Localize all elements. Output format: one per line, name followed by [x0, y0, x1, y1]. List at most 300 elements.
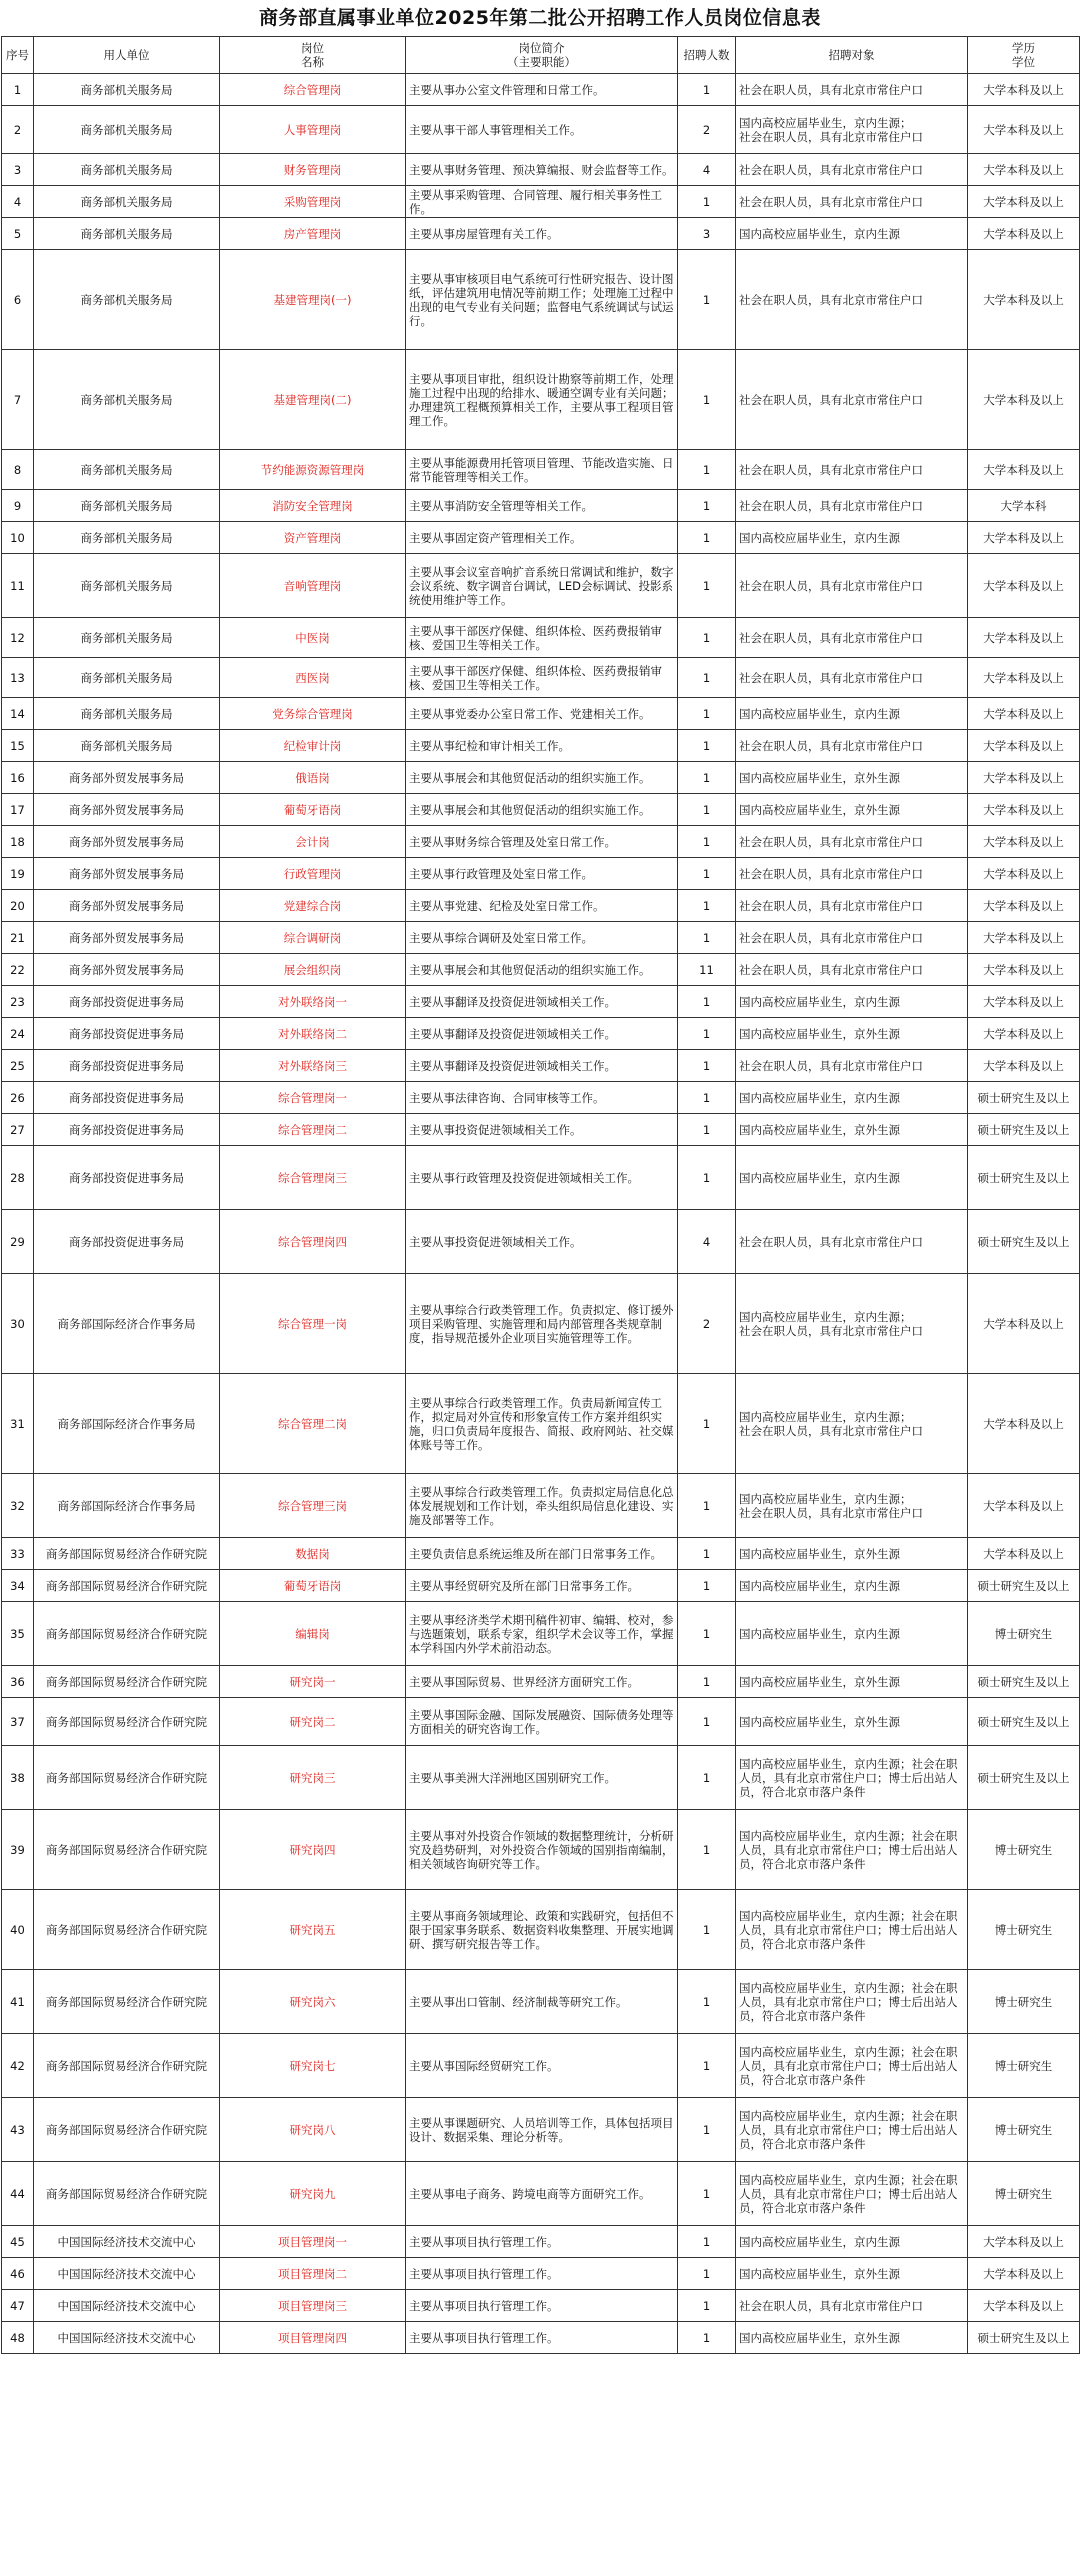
cell-count: 1	[678, 2322, 736, 2354]
cell-position: 研究岗五	[220, 1890, 406, 1970]
cell-count: 1	[678, 74, 736, 106]
table-row	[2, 794, 1080, 826]
cell-count: 1	[678, 450, 736, 490]
cell-count: 1	[678, 1146, 736, 1210]
cell-duty: 主要从事课题研究、人员培训等工作，具体包括项目设计、数据采集、理论分析等。	[406, 2098, 678, 2162]
cell-seq: 8	[2, 450, 34, 490]
cell-duty: 主要从事党委办公室日常工作、党建相关工作。	[406, 698, 678, 730]
cell-seq: 4	[2, 186, 34, 218]
cell-count: 1	[678, 2034, 736, 2098]
cell-duty: 主要从事房屋管理有关工作。	[406, 218, 678, 250]
cell-count: 1	[678, 554, 736, 618]
cell-position: 研究岗四	[220, 1810, 406, 1890]
table-row	[2, 186, 1080, 218]
cell-target: 国内高校应届毕业生，京外生源	[736, 1698, 968, 1746]
cell-position: 项目管理岗一	[220, 2226, 406, 2258]
cell-duty: 主要从事项目执行管理工作。	[406, 2258, 678, 2290]
cell-count: 1	[678, 762, 736, 794]
cell-edu: 博士研究生	[968, 2162, 1080, 2226]
cell-unit: 商务部投资促进事务局	[34, 1018, 220, 1050]
cell-seq: 46	[2, 2258, 34, 2290]
cell-position: 对外联络岗三	[220, 1050, 406, 1082]
cell-seq: 13	[2, 658, 34, 698]
cell-duty: 主要从事翻译及投资促进领域相关工作。	[406, 986, 678, 1018]
cell-edu: 大学本科及以上	[968, 1538, 1080, 1570]
cell-duty: 主要从事审核项目电气系统可行性研究报告、设计图纸，评估建筑用电情况等前期工作；处理施工过程中出现的电气专业有关问题；监督电气系统调试与试运行。	[406, 250, 678, 350]
cell-unit: 商务部投资促进事务局	[34, 1114, 220, 1146]
cell-unit: 商务部外贸发展事务局	[34, 954, 220, 986]
cell-unit: 商务部投资促进事务局	[34, 986, 220, 1018]
cell-duty: 主要从事展会和其他贸促活动的组织实施工作。	[406, 762, 678, 794]
cell-duty: 主要从事办公室文件管理和日常工作。	[406, 74, 678, 106]
cell-duty: 主要从事消防安全管理等相关工作。	[406, 490, 678, 522]
cell-count: 1	[678, 522, 736, 554]
cell-edu: 大学本科及以上	[968, 350, 1080, 450]
cell-unit: 商务部投资促进事务局	[34, 1050, 220, 1082]
cell-unit: 商务部机关服务局	[34, 74, 220, 106]
cell-unit: 商务部机关服务局	[34, 554, 220, 618]
cell-duty: 主要从事经济类学术期刊稿件初审、编辑、校对，参与选题策划，联系专家，组织学术会议等工作，掌握本学科国内外学术前沿动态。	[406, 1602, 678, 1666]
cell-count: 1	[678, 1050, 736, 1082]
cell-unit: 商务部外贸发展事务局	[34, 762, 220, 794]
cell-target: 国内高校应届毕业生，京外生源	[736, 1018, 968, 1050]
cell-position: 音响管理岗	[220, 554, 406, 618]
cell-duty: 主要从事翻译及投资促进领域相关工作。	[406, 1018, 678, 1050]
cell-duty: 主要从事商务领域理论、政策和实践研究，包括但不限于国家事务联系、数据资料收集整理、开展实地调研、撰写研究报告等工作。	[406, 1890, 678, 1970]
cell-count: 1	[678, 1890, 736, 1970]
table-row	[2, 74, 1080, 106]
cell-seq: 15	[2, 730, 34, 762]
cell-duty: 主要从事采购管理、合同管理、履行相关事务性工作。	[406, 186, 678, 218]
cell-duty: 主要从事纪检和审计相关工作。	[406, 730, 678, 762]
header-row	[2, 37, 1080, 74]
cell-edu: 硕士研究生及以上	[968, 2322, 1080, 2354]
cell-seq: 25	[2, 1050, 34, 1082]
cell-duty: 主要从事展会和其他贸促活动的组织实施工作。	[406, 794, 678, 826]
cell-edu: 博士研究生	[968, 1970, 1080, 2034]
cell-position: 采购管理岗	[220, 186, 406, 218]
cell-position: 数据岗	[220, 1538, 406, 1570]
cell-unit: 中国国际经济技术交流中心	[34, 2226, 220, 2258]
cell-duty: 主要从事综合行政类管理工作。负责拟定局信息化总体发展规划和工作计划，牵头组织局信息化建设、实施及部署等工作。	[406, 1474, 678, 1538]
cell-position: 综合管理二岗	[220, 1374, 406, 1474]
cell-count: 11	[678, 954, 736, 986]
cell-edu: 博士研究生	[968, 1890, 1080, 1970]
header-edu-label: 学历	[1012, 41, 1035, 55]
cell-target: 社会在职人员，具有北京市常住户口	[736, 954, 968, 986]
cell-duty: 主要负责信息系统运维及所在部门日常事务工作。	[406, 1538, 678, 1570]
cell-target: 社会在职人员，具有北京市常住户口	[736, 1050, 968, 1082]
cell-edu: 大学本科及以上	[968, 954, 1080, 986]
header-position-label: 岗位	[301, 41, 324, 55]
cell-position: 综合管理岗一	[220, 1082, 406, 1114]
cell-target: 社会在职人员，具有北京市常住户口	[736, 730, 968, 762]
cell-edu: 硕士研究生及以上	[968, 1082, 1080, 1114]
cell-edu: 大学本科及以上	[968, 1050, 1080, 1082]
cell-unit: 商务部国际经济合作事务局	[34, 1274, 220, 1374]
cell-target: 国内高校应届毕业生，京内生源	[736, 1570, 968, 1602]
cell-unit: 商务部国际贸易经济合作研究院	[34, 2162, 220, 2226]
table-row	[2, 1374, 1080, 1474]
cell-count: 1	[678, 186, 736, 218]
cell-duty: 主要从事固定资产管理相关工作。	[406, 522, 678, 554]
cell-edu: 大学本科及以上	[968, 250, 1080, 350]
cell-edu: 硕士研究生及以上	[968, 1746, 1080, 1810]
table-row	[2, 1810, 1080, 1890]
cell-edu: 硕士研究生及以上	[968, 1114, 1080, 1146]
cell-duty: 主要从事综合调研及处室日常工作。	[406, 922, 678, 954]
cell-target: 国内高校应届毕业生，京内生源；社会在职人员，具有北京市常住户口；博士后出站人员，符合北京市落户条件	[736, 2162, 968, 2226]
cell-unit: 商务部机关服务局	[34, 154, 220, 186]
table-row	[2, 250, 1080, 350]
cell-unit: 商务部国际贸易经济合作研究院	[34, 1570, 220, 1602]
cell-duty: 主要从事综合行政类管理工作。负责拟定、修订援外项目采购管理、实施管理和局内部管理各类规章制度，指导规范援外企业项目实施管理等工作。	[406, 1274, 678, 1374]
cell-target: 社会在职人员，具有北京市常住户口	[736, 490, 968, 522]
cell-target: 国内高校应届毕业生，京内生源；社会在职人员，具有北京市常住户口；博士后出站人员，符合北京市落户条件	[736, 1970, 968, 2034]
cell-seq: 20	[2, 890, 34, 922]
cell-position: 纪检审计岗	[220, 730, 406, 762]
cell-position: 基建管理岗(一)	[220, 250, 406, 350]
cell-count: 1	[678, 1602, 736, 1666]
cell-edu: 硕士研究生及以上	[968, 1210, 1080, 1274]
cell-seq: 31	[2, 1374, 34, 1474]
cell-duty: 主要从事展会和其他贸促活动的组织实施工作。	[406, 954, 678, 986]
cell-target: 社会在职人员，具有北京市常住户口	[736, 2290, 968, 2322]
table-row	[2, 954, 1080, 986]
cell-duty: 主要从事经贸研究及所在部门日常事务工作。	[406, 1570, 678, 1602]
cell-duty: 主要从事干部医疗保健、组织体检、医药费报销审核、爱国卫生等相关工作。	[406, 618, 678, 658]
cell-seq: 27	[2, 1114, 34, 1146]
cell-position: 党建综合岗	[220, 890, 406, 922]
cell-target: 国内高校应届毕业生，京外生源	[736, 1538, 968, 1570]
table-row	[2, 986, 1080, 1018]
table-row	[2, 698, 1080, 730]
cell-count: 1	[678, 2162, 736, 2226]
cell-position: 研究岗七	[220, 2034, 406, 2098]
cell-target: 国内高校应届毕业生，京内生源	[736, 522, 968, 554]
cell-edu: 大学本科及以上	[968, 186, 1080, 218]
cell-seq: 40	[2, 1890, 34, 1970]
cell-position: 对外联络岗二	[220, 1018, 406, 1050]
table-row	[2, 1698, 1080, 1746]
cell-count: 1	[678, 1474, 736, 1538]
cell-unit: 商务部机关服务局	[34, 250, 220, 350]
cell-unit: 商务部外贸发展事务局	[34, 858, 220, 890]
header-unit: 用人单位	[34, 37, 220, 74]
cell-count: 1	[678, 1374, 736, 1474]
cell-target: 国内高校应届毕业生，京内生源	[736, 698, 968, 730]
cell-unit: 商务部机关服务局	[34, 450, 220, 490]
cell-position: 西医岗	[220, 658, 406, 698]
header-position-sub: 名称	[301, 55, 324, 69]
table-row	[2, 450, 1080, 490]
cell-edu: 大学本科及以上	[968, 730, 1080, 762]
cell-unit: 商务部机关服务局	[34, 730, 220, 762]
cell-unit: 商务部投资促进事务局	[34, 1210, 220, 1274]
table-row	[2, 1970, 1080, 2034]
cell-duty: 主要从事翻译及投资促进领域相关工作。	[406, 1050, 678, 1082]
cell-seq: 21	[2, 922, 34, 954]
cell-target: 社会在职人员，具有北京市常住户口	[736, 186, 968, 218]
cell-count: 1	[678, 1018, 736, 1050]
cell-duty: 主要从事项目执行管理工作。	[406, 2290, 678, 2322]
cell-target: 国内高校应届毕业生，京内生源； 社会在职人员，具有北京市常住户口	[736, 106, 968, 154]
cell-count: 1	[678, 1970, 736, 2034]
cell-duty: 主要从事投资促进领域相关工作。	[406, 1114, 678, 1146]
cell-unit: 商务部国际贸易经济合作研究院	[34, 2034, 220, 2098]
cell-seq: 41	[2, 1970, 34, 2034]
cell-position: 综合管理岗二	[220, 1114, 406, 1146]
table-row	[2, 858, 1080, 890]
cell-edu: 大学本科及以上	[968, 106, 1080, 154]
cell-count: 3	[678, 218, 736, 250]
cell-duty: 主要从事党建、纪检及处室日常工作。	[406, 890, 678, 922]
cell-count: 1	[678, 1114, 736, 1146]
table-row	[2, 730, 1080, 762]
cell-edu: 大学本科及以上	[968, 450, 1080, 490]
cell-edu: 大学本科及以上	[968, 1474, 1080, 1538]
cell-target: 国内高校应届毕业生，京内生源；社会在职人员，具有北京市常住户口；博士后出站人员，符合北京市落户条件	[736, 2098, 968, 2162]
table-row	[2, 1538, 1080, 1570]
cell-edu: 大学本科及以上	[968, 554, 1080, 618]
cell-edu: 博士研究生	[968, 2034, 1080, 2098]
cell-count: 1	[678, 922, 736, 954]
cell-position: 研究岗二	[220, 1698, 406, 1746]
cell-position: 对外联络岗一	[220, 986, 406, 1018]
cell-seq: 14	[2, 698, 34, 730]
table-row	[2, 522, 1080, 554]
cell-duty: 主要从事电子商务、跨境电商等方面研究工作。	[406, 2162, 678, 2226]
table-row	[2, 2034, 1080, 2098]
cell-position: 葡萄牙语岗	[220, 1570, 406, 1602]
cell-duty: 主要从事行政管理及投资促进领域相关工作。	[406, 1146, 678, 1210]
cell-position: 研究岗一	[220, 1666, 406, 1698]
cell-unit: 商务部外贸发展事务局	[34, 922, 220, 954]
cell-target: 国内高校应届毕业生，京内生源；社会在职人员，具有北京市常住户口；博士后出站人员，符合北京市落户条件	[736, 1890, 968, 1970]
cell-target: 国内高校应届毕业生，京内生源	[736, 218, 968, 250]
cell-seq: 45	[2, 2226, 34, 2258]
cell-seq: 36	[2, 1666, 34, 1698]
cell-seq: 16	[2, 762, 34, 794]
cell-count: 1	[678, 658, 736, 698]
cell-target: 国内高校应届毕业生，京外生源	[736, 762, 968, 794]
cell-count: 2	[678, 1274, 736, 1374]
cell-seq: 11	[2, 554, 34, 618]
cell-target: 国内高校应届毕业生，京内生源	[736, 2226, 968, 2258]
table-row	[2, 1050, 1080, 1082]
cell-target: 国内高校应届毕业生，京内生源；社会在职人员，具有北京市常住户口；博士后出站人员，符合北京市落户条件	[736, 1810, 968, 1890]
cell-edu: 大学本科及以上	[968, 922, 1080, 954]
cell-count: 1	[678, 490, 736, 522]
cell-count: 1	[678, 2226, 736, 2258]
cell-unit: 商务部国际贸易经济合作研究院	[34, 1538, 220, 1570]
cell-duty: 主要从事美洲大洋洲地区国别研究工作。	[406, 1746, 678, 1810]
cell-edu: 大学本科及以上	[968, 1018, 1080, 1050]
cell-duty: 主要从事项目执行管理工作。	[406, 2322, 678, 2354]
cell-unit: 商务部国际贸易经济合作研究院	[34, 1890, 220, 1970]
header-position	[220, 37, 406, 74]
cell-target: 国内高校应届毕业生，京内生源	[736, 1146, 968, 1210]
cell-unit: 中国国际经济技术交流中心	[34, 2322, 220, 2354]
cell-edu: 大学本科及以上	[968, 890, 1080, 922]
cell-count: 4	[678, 154, 736, 186]
cell-duty: 主要从事会议室音响扩音系统日常调试和维护，数字会议系统、数字调音台调试，LED会标调试、投影系统使用维护等工作。	[406, 554, 678, 618]
cell-position: 项目管理岗四	[220, 2322, 406, 2354]
cell-edu: 大学本科及以上	[968, 794, 1080, 826]
table-row	[2, 1474, 1080, 1538]
cell-seq: 2	[2, 106, 34, 154]
cell-seq: 38	[2, 1746, 34, 1810]
cell-seq: 5	[2, 218, 34, 250]
cell-position: 基建管理岗(二)	[220, 350, 406, 450]
cell-target: 社会在职人员，具有北京市常住户口	[736, 154, 968, 186]
header-count: 招聘人数	[678, 37, 736, 74]
cell-unit: 商务部国际经济合作事务局	[34, 1474, 220, 1538]
cell-position: 综合管理岗三	[220, 1146, 406, 1210]
cell-target: 社会在职人员，具有北京市常住户口	[736, 826, 968, 858]
cell-position: 研究岗三	[220, 1746, 406, 1810]
cell-duty: 主要从事项目审批，组织设计勘察等前期工作，处理施工过程中出现的给排水、暖通空调专业有关问题；办理建筑工程概预算相关工作，主要从事工程项目管理工作。	[406, 350, 678, 450]
cell-seq: 32	[2, 1474, 34, 1538]
cell-unit: 商务部机关服务局	[34, 698, 220, 730]
cell-duty: 主要从事能源费用托管项目管理、节能改造实施、日常节能管理等相关工作。	[406, 450, 678, 490]
cell-seq: 24	[2, 1018, 34, 1050]
cell-seq: 19	[2, 858, 34, 890]
cell-target: 社会在职人员，具有北京市常住户口	[736, 1210, 968, 1274]
header-duty	[406, 37, 678, 74]
cell-target: 社会在职人员，具有北京市常住户口	[736, 350, 968, 450]
cell-unit: 商务部外贸发展事务局	[34, 794, 220, 826]
cell-count: 1	[678, 986, 736, 1018]
cell-edu: 博士研究生	[968, 1602, 1080, 1666]
cell-unit: 商务部机关服务局	[34, 658, 220, 698]
cell-position: 党务综合管理岗	[220, 698, 406, 730]
cell-duty: 主要从事国际经贸研究工作。	[406, 2034, 678, 2098]
cell-position: 综合管理岗	[220, 74, 406, 106]
cell-position: 研究岗八	[220, 2098, 406, 2162]
cell-seq: 39	[2, 1810, 34, 1890]
cell-unit: 中国国际经济技术交流中心	[34, 2258, 220, 2290]
cell-seq: 44	[2, 2162, 34, 2226]
cell-unit: 商务部国际贸易经济合作研究院	[34, 1746, 220, 1810]
cell-count: 1	[678, 1570, 736, 1602]
table-row	[2, 1746, 1080, 1810]
page-title: 商务部直属事业单位2025年第二批公开招聘工作人员岗位信息表	[259, 7, 821, 29]
table-row	[2, 2290, 1080, 2322]
cell-seq: 29	[2, 1210, 34, 1274]
cell-target: 国内高校应届毕业生，京外生源	[736, 1114, 968, 1146]
table-row	[2, 658, 1080, 698]
table-row	[2, 1018, 1080, 1050]
cell-position: 综合调研岗	[220, 922, 406, 954]
cell-target: 国内高校应届毕业生，京外生源	[736, 1666, 968, 1698]
cell-edu: 博士研究生	[968, 1810, 1080, 1890]
cell-unit: 商务部机关服务局	[34, 186, 220, 218]
cell-target: 国内高校应届毕业生，京内生源； 社会在职人员，具有北京市常住户口	[736, 1374, 968, 1474]
cell-edu: 大学本科	[968, 490, 1080, 522]
cell-position: 会计岗	[220, 826, 406, 858]
cell-duty: 主要从事项目执行管理工作。	[406, 2226, 678, 2258]
cell-position: 综合管理岗四	[220, 1210, 406, 1274]
cell-edu: 大学本科及以上	[968, 1274, 1080, 1374]
cell-seq: 35	[2, 1602, 34, 1666]
table-row	[2, 350, 1080, 450]
cell-count: 4	[678, 1210, 736, 1274]
table-body	[2, 74, 1080, 2354]
cell-duty: 主要从事对外投资合作领域的数据整理统计，分析研究及趋势研判，对外投资合作领域的国别指南编制，相关领域咨询研究等工作。	[406, 1810, 678, 1890]
cell-seq: 17	[2, 794, 34, 826]
cell-position: 行政管理岗	[220, 858, 406, 890]
cell-duty: 主要从事综合行政类管理工作。负责局新闻宣传工作，拟定局对外宣传和形象宣传工作方案并组织实施，归口负责局年度报告、简报、政府网站、社交媒体账号等工作。	[406, 1374, 678, 1474]
cell-position: 研究岗九	[220, 2162, 406, 2226]
cell-seq: 18	[2, 826, 34, 858]
cell-count: 1	[678, 350, 736, 450]
table-row	[2, 762, 1080, 794]
cell-edu: 硕士研究生及以上	[968, 1570, 1080, 1602]
cell-seq: 43	[2, 2098, 34, 2162]
cell-position: 展会组织岗	[220, 954, 406, 986]
table-row	[2, 2258, 1080, 2290]
cell-seq: 48	[2, 2322, 34, 2354]
cell-position: 综合管理三岗	[220, 1474, 406, 1538]
cell-seq: 1	[2, 74, 34, 106]
table-row	[2, 1146, 1080, 1210]
cell-edu: 大学本科及以上	[968, 1374, 1080, 1474]
cell-position: 中医岗	[220, 618, 406, 658]
cell-unit: 商务部外贸发展事务局	[34, 890, 220, 922]
header-target: 招聘对象	[736, 37, 968, 74]
table-row	[2, 1602, 1080, 1666]
cell-count: 2	[678, 106, 736, 154]
cell-count: 1	[678, 1810, 736, 1890]
cell-edu: 大学本科及以上	[968, 826, 1080, 858]
cell-unit: 商务部机关服务局	[34, 218, 220, 250]
cell-edu: 大学本科及以上	[968, 2290, 1080, 2322]
cell-target: 社会在职人员，具有北京市常住户口	[736, 858, 968, 890]
cell-target: 国内高校应届毕业生，京内生源；社会在职人员，具有北京市常住户口；博士后出站人员，符合北京市落户条件	[736, 2034, 968, 2098]
cell-target: 社会在职人员，具有北京市常住户口	[736, 74, 968, 106]
cell-unit: 商务部机关服务局	[34, 490, 220, 522]
cell-count: 1	[678, 2098, 736, 2162]
cell-count: 1	[678, 826, 736, 858]
cell-count: 1	[678, 2258, 736, 2290]
cell-duty: 主要从事财务综合管理及处室日常工作。	[406, 826, 678, 858]
cell-unit: 商务部国际贸易经济合作研究院	[34, 1810, 220, 1890]
cell-target: 国内高校应届毕业生，京内生源	[736, 986, 968, 1018]
cell-duty: 主要从事国际金融、国际发展融资、国际债务处理等方面相关的研究咨询工作。	[406, 1698, 678, 1746]
cell-count: 1	[678, 858, 736, 890]
cell-duty: 主要从事出口管制、经济制裁等研究工作。	[406, 1970, 678, 2034]
header-duty-sub: （主要职能）	[507, 55, 576, 69]
cell-unit: 商务部机关服务局	[34, 522, 220, 554]
cell-target: 社会在职人员，具有北京市常住户口	[736, 618, 968, 658]
cell-duty: 主要从事投资促进领域相关工作。	[406, 1210, 678, 1274]
cell-count: 1	[678, 1082, 736, 1114]
cell-edu: 大学本科及以上	[968, 762, 1080, 794]
cell-target: 社会在职人员，具有北京市常住户口	[736, 890, 968, 922]
cell-position: 资产管理岗	[220, 522, 406, 554]
cell-unit: 商务部外贸发展事务局	[34, 826, 220, 858]
cell-position: 俄语岗	[220, 762, 406, 794]
table-row	[2, 2226, 1080, 2258]
table-row	[2, 1666, 1080, 1698]
cell-count: 1	[678, 2290, 736, 2322]
cell-target: 社会在职人员，具有北京市常住户口	[736, 554, 968, 618]
cell-edu: 大学本科及以上	[968, 618, 1080, 658]
cell-seq: 33	[2, 1538, 34, 1570]
cell-unit: 商务部国际贸易经济合作研究院	[34, 1970, 220, 2034]
cell-position: 节约能源资源管理岗	[220, 450, 406, 490]
